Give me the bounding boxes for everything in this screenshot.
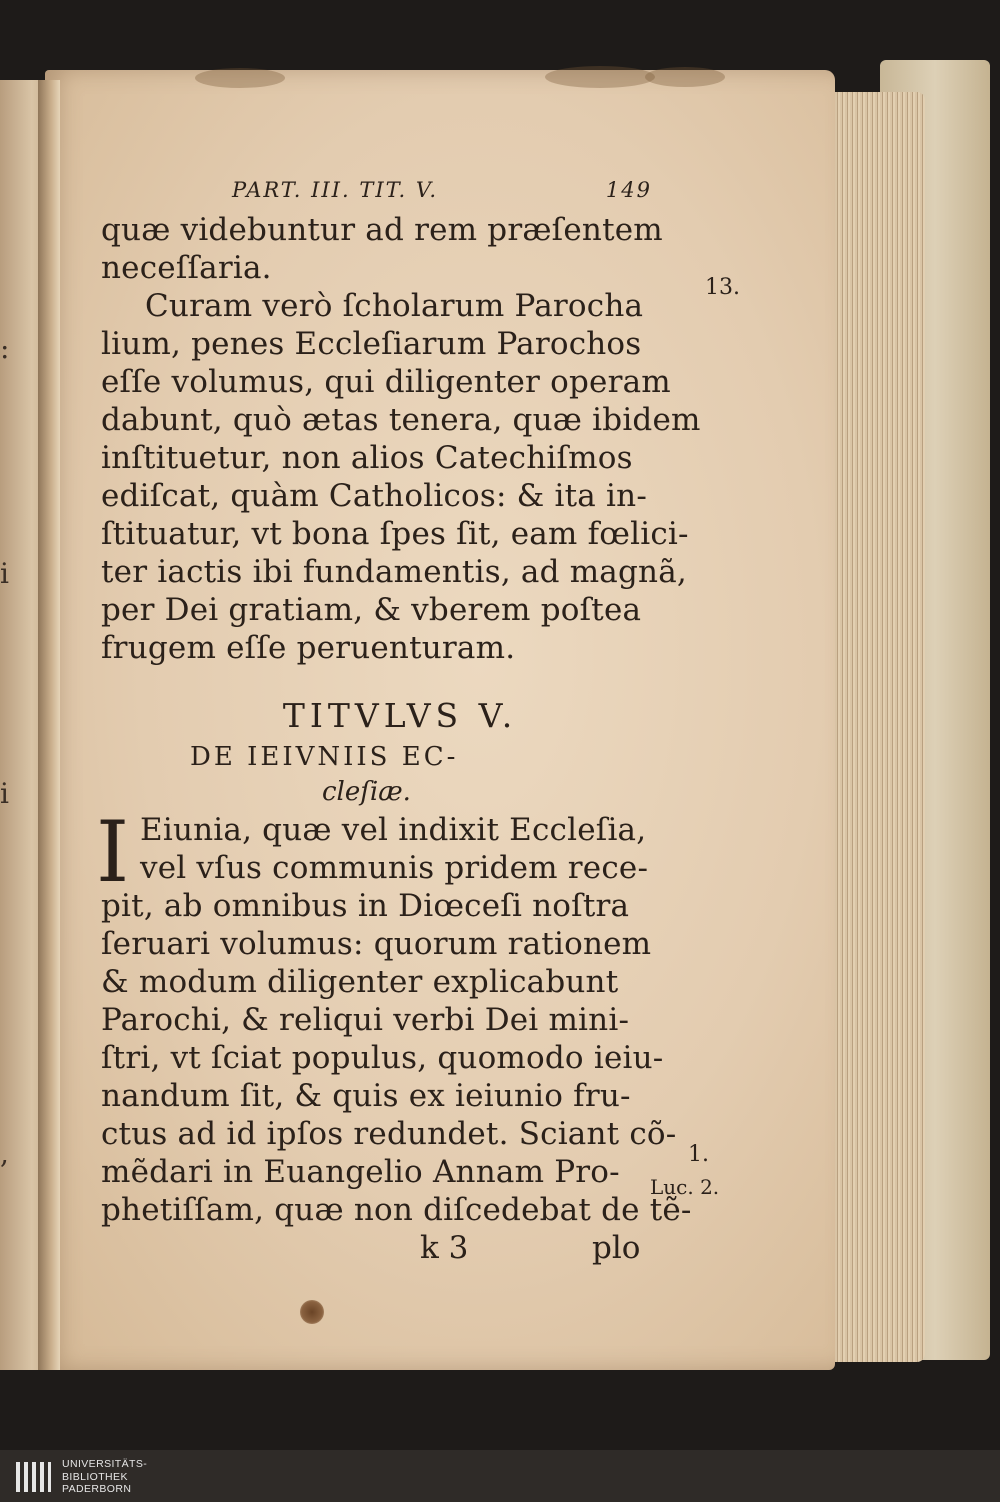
drop-cap: I <box>96 803 130 901</box>
text-line: vel vſus communis pridem rece- <box>140 850 649 886</box>
facing-page-glyph: i <box>0 557 9 590</box>
text-line: ſtituatur, vt bona ſpes ſit, eam fœlici- <box>101 516 689 552</box>
text-line: & modum diligenter explicabunt <box>101 964 619 1000</box>
text-line: pit, ab omnibus in Diœceſi noſtra <box>101 888 630 924</box>
text-line: Eiunia, quæ vel indixit Eccleſia, <box>140 812 647 848</box>
text-line: Curam verò ſcholarum Parocha <box>145 288 644 324</box>
stain-top-2 <box>545 66 655 88</box>
text-line: eſſe volumus, qui diligenter operam <box>101 364 671 400</box>
page-gutter <box>38 80 60 1370</box>
library-logo-text: UNIVERSITÄTS- BIBLIOTHEK PADERBORN <box>62 1458 148 1495</box>
text-line: ter iactis ibi fundamentis, ad magnã, <box>101 554 687 590</box>
text-line: lium, penes Eccleſiarum Parochos <box>101 326 642 362</box>
text-line: ſeruari volumus: quorum rationem <box>101 926 652 962</box>
text-line: ediſcat, quàm Catholicos: & ita in- <box>101 478 647 514</box>
margin-section-number: 13. <box>705 275 740 300</box>
text-line: Parochi, & reliqui verbi Dei mini- <box>101 1002 630 1038</box>
text-line: phetiſſam, quæ non diſcedebat de tẽ- <box>101 1192 692 1228</box>
text-line: frugem eſſe peruenturam. <box>101 630 516 666</box>
library-logo <box>14 1456 164 1498</box>
text-line: dabunt, quò ætas tenera, quæ ibidem <box>101 402 701 438</box>
facing-page-glyph: : <box>0 332 10 365</box>
text-line: quæ videbuntur ad rem præſentem <box>101 212 663 248</box>
text-line: per Dei gratiam, & vberem poſtea <box>101 592 642 628</box>
section-subtitle: DE IEIVNIIS EC- <box>190 742 459 772</box>
stain-top-3 <box>645 67 725 87</box>
page-number: 149 <box>605 178 652 202</box>
margin-reference: Luc. 2. <box>650 1175 720 1199</box>
text-line: ctus ad id ipſos redundet. Sciant cõ- <box>101 1116 677 1152</box>
running-header <box>232 178 652 202</box>
text-line: inſtituetur, non alios Catechiſmos <box>101 440 633 476</box>
running-title: PART. III. TIT. V. <box>232 178 439 202</box>
section-subtitle-continued: cleſiæ. <box>322 777 411 807</box>
catchword: plo <box>592 1230 641 1266</box>
section-title: TITVLVS V. <box>282 696 518 735</box>
signature-mark: k 3 <box>420 1230 469 1266</box>
text-line: nandum ſit, & quis ex ieiunio fru- <box>101 1078 631 1114</box>
library-logo-icon <box>14 1458 52 1496</box>
margin-section-number: 1. <box>688 1142 709 1167</box>
facing-page-glyph: i <box>0 777 9 810</box>
text-line: neceſſaria. <box>101 250 272 286</box>
stain-top-1 <box>195 68 285 88</box>
text-line: mẽdari in Euangelio Annam Pro- <box>101 1154 620 1190</box>
facing-page-glyph: , <box>0 1137 9 1170</box>
ink-spot <box>300 1300 324 1324</box>
text-line: ſtri, vt ſciat populus, quomodo ieiu- <box>101 1040 664 1076</box>
